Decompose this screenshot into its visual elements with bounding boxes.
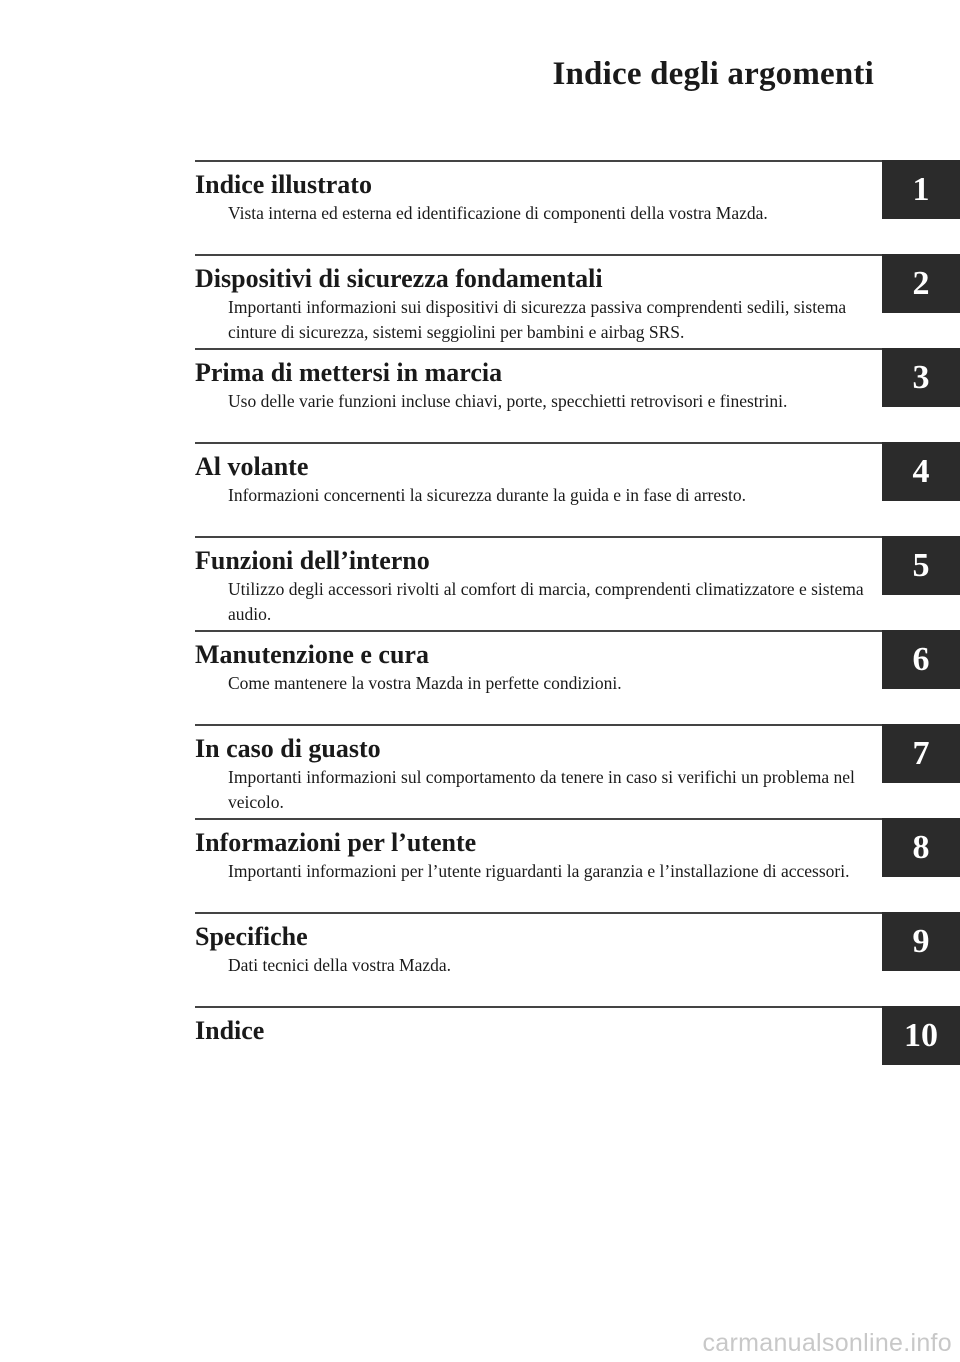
toc-item-chapter-3[interactable] xyxy=(0,348,960,442)
chapter-description: Vista interna ed esterna ed identificazione di componenti della vostra Mazda. xyxy=(228,203,768,223)
chapter-title[interactable]: Al volante xyxy=(195,452,309,481)
chapter-title[interactable]: Prima di mettersi in marcia xyxy=(195,358,503,387)
section-divider xyxy=(195,442,882,444)
section-divider xyxy=(195,348,882,350)
chapter-title[interactable]: Funzioni dell’interno xyxy=(195,546,430,575)
chapter-title[interactable]: Informazioni per l’utente xyxy=(195,828,477,857)
chapter-title[interactable]: In caso di guasto xyxy=(195,734,381,763)
toc-item-chapter-1[interactable] xyxy=(0,160,960,254)
chapter-tab-8[interactable]: 8 xyxy=(882,818,960,877)
toc-item-chapter-9[interactable] xyxy=(0,912,960,1006)
chapter-title[interactable]: Indice illustrato xyxy=(195,170,372,199)
section-divider xyxy=(195,724,882,726)
toc-item-chapter-2[interactable] xyxy=(0,254,960,348)
chapter-title[interactable]: Dispositivi di sicurezza fondamentali xyxy=(195,264,603,293)
section-divider xyxy=(195,254,882,256)
chapter-tab-3[interactable]: 3 xyxy=(882,348,960,407)
chapter-tab-2[interactable]: 2 xyxy=(882,254,960,313)
toc-item-chapter-5[interactable] xyxy=(0,536,960,630)
chapter-title[interactable]: Manutenzione e cura xyxy=(195,640,429,669)
section-divider xyxy=(195,160,882,162)
toc-item-chapter-8[interactable] xyxy=(0,818,960,912)
section-divider xyxy=(195,1006,882,1008)
watermark: carmanualsonline.info xyxy=(702,1329,952,1357)
chapter-tab-6[interactable]: 6 xyxy=(882,630,960,689)
chapter-description: Importanti informazioni per l’utente riguardanti la garanzia e l’installazione di accessori. xyxy=(228,861,850,881)
chapter-description: Come mantenere la vostra Mazda in perfette condizioni. xyxy=(228,673,622,693)
chapter-tab-4[interactable]: 4 xyxy=(882,442,960,501)
toc-item-chapter-10[interactable] xyxy=(0,1006,960,1100)
chapter-tab-5[interactable]: 5 xyxy=(882,536,960,595)
section-divider xyxy=(195,630,882,632)
chapter-tab-1[interactable]: 1 xyxy=(882,160,960,219)
chapter-description: Informazioni concernenti la sicurezza durante la guida e in fase di arresto. xyxy=(228,485,746,505)
chapter-description: Uso delle varie funzioni incluse chiavi, porte, specchietti retrovisori e finestrini. xyxy=(228,391,788,411)
chapter-title[interactable]: Indice xyxy=(195,1016,265,1045)
chapter-tab-10[interactable]: 10 xyxy=(882,1006,960,1065)
page-title: Indice degli argomenti xyxy=(552,56,874,92)
section-divider xyxy=(195,818,882,820)
toc-item-chapter-7[interactable] xyxy=(0,724,960,818)
chapter-tab-9[interactable]: 9 xyxy=(882,912,960,971)
section-divider xyxy=(195,912,882,914)
chapter-description: Dati tecnici della vostra Mazda. xyxy=(228,955,452,975)
chapter-description: Importanti informazioni sul comportamento da tenere in caso si verifichi un problema nel veicolo. xyxy=(228,767,855,812)
section-divider xyxy=(195,536,882,538)
table-of-contents xyxy=(0,160,960,1100)
chapter-description: Importanti informazioni sui dispositivi di sicurezza passiva comprendenti sedili, sistema cinture di sicurezza, sistemi seggiolini per bambini e airbag SRS. xyxy=(228,297,847,342)
chapter-description: Utilizzo degli accessori rivolti al comfort di marcia, comprendenti climatizzatore e sistema audio. xyxy=(228,579,864,624)
chapter-tab-7[interactable]: 7 xyxy=(882,724,960,783)
chapter-title[interactable]: Specifiche xyxy=(195,922,308,951)
toc-item-chapter-6[interactable] xyxy=(0,630,960,724)
toc-item-chapter-4[interactable] xyxy=(0,442,960,536)
